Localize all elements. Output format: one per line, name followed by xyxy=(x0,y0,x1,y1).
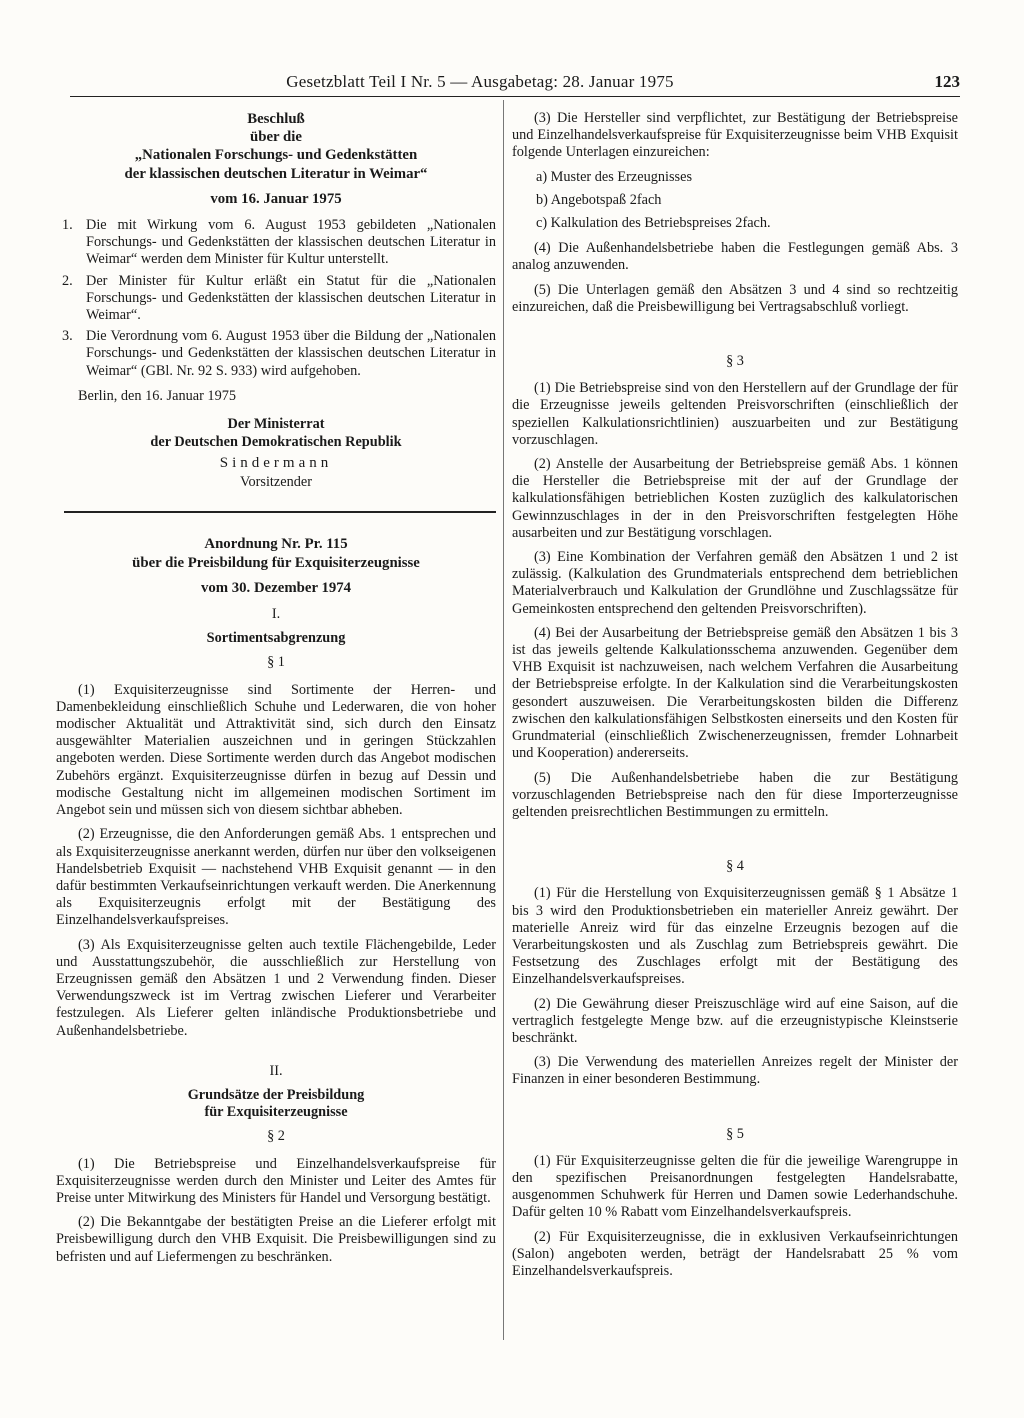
paragraph: (3) Die Verwendung des materiellen Anreizes regelt der Minister der Finanzen in einer besonderen Bestimmung. xyxy=(512,1054,958,1088)
item-number: 2. xyxy=(62,272,73,289)
paragraph: (5) Die Außenhandelsbetriebe haben die zur Bestätigung vorzuschlagenden Betriebspreise nach den für diese Importerzeugnisse geltenden preisrechtlichen Bestimmungen zu ermitteln. xyxy=(512,769,958,820)
paragraph: (4) Bei der Ausarbeitung der Betriebspreise gemäß den Absätzen 1 bis 3 ist das jeweils geltende Kalkulationsschema anzuwenden. Gegenüber dem VHB Exquisit ist nachzuweisen, nach welchem Verfahren die Ausarbeitung der Betriebspreise erfolgte. In der Kalkulation sind die Verarbeitungskosten gesondert auszuweisen. Die Verarbeitungskosten bilden die Differenz zwischen den kalkulationsfähigen Selbstkosten einerseits und den Kosten für Grundmaterial (einschließlich Zwischenerzeugnissen, fremder Lohnarbeit und Kooperation) andererseits. xyxy=(512,624,958,762)
item-text: Die mit Wirkung vom 6. August 1953 gebildeten „Nationalen Forschungs- und Gedenkstätten der klassischen deutschen Literatur in Weimar“ werden dem Minister für Kultur unterstellt. xyxy=(86,217,496,268)
anordnung-date: vom 30. Dezember 1974 xyxy=(200,579,352,596)
item-text: Die Verordnung vom 6. August 1953 über die Bildung der „Nationalen Forschungs- und Gedenkstätten der klassischen deutschen Literatur in Weimar“ (GBl. Nr. 92 S. 933) wird aufgehoben. xyxy=(86,328,496,379)
right-column xyxy=(512,110,958,1287)
paragraph: (2) Anstelle der Ausarbeitung der Betriebspreise gemäß Abs. 1 können die Hersteller die Betriebspreise mit der auf der Grundlage der kalkulationsfähigen betrieblichen Kosten zuzüglich des kalkulatorischen Gewinnzuschlages in der in den Preisvorschriften festgelegten Höhe ausarbeiten und zur Bestätigung vorschlagen. xyxy=(512,456,958,541)
list-item: b) Angebotspaß 2fach xyxy=(536,191,662,208)
gazette-header-title: Gesetzblatt Teil I Nr. 5 — Ausgabetag: 28. Januar 1975 xyxy=(286,72,674,91)
beschluss-title-line: über die xyxy=(250,129,302,146)
paragraph: (1) Die Betriebspreise sind von den Herstellern auf der Grundlage der für die Erzeugnisse jeweils geltenden Preisvorschriften (einschließlich der speziellen Kalkulationsrichtlinien) auszuarbeiten und zur Bestätigung vorzuschlagen. xyxy=(512,380,958,448)
item-number: 3. xyxy=(62,328,73,345)
signatory-name: Sindermann xyxy=(219,455,333,472)
beschluss-title-line: „Nationalen Forschungs- und Gedenkstätten xyxy=(134,147,418,164)
paragraph: (4) Die Außenhandelsbetriebe haben die Festlegungen gemäß Abs. 3 analog anzuwenden. xyxy=(512,240,958,274)
section-heading: § 1 xyxy=(267,654,285,671)
paragraph: (5) Die Unterlagen gemäß den Absätzen 3 und 4 sind so rechtzeitig einzureichen, daß die Preisbewilligung bei Vertragsabschluß vorliegt. xyxy=(512,281,958,315)
paragraph: (2) Die Bekanntgabe der bestätigten Preise an die Lieferer erfolgt mit Preisbewilligung durch den VHB Exquisit. Die Preisbewilligungen sind zu befristen und auf Liefermengen zu beschränken. xyxy=(56,1214,496,1265)
document-list xyxy=(512,169,958,233)
paragraph: (1) Für Exquisiterzeugnisse gelten die für die jeweilige Warengruppe in den spezifischen Preisanordnungen festgelegten Handelsrabatte, ausgenommen Schuhwerk für Herren und Damen sowie Lederhandschuhe. Dafür gelten 10 % Rabatt vom Einzelhandelsverkaufspreis. xyxy=(512,1152,958,1221)
item-text: Der Minister für Kultur erläßt ein Statut für die „Nationalen Forschungs- und Gedenkstätten der klassischen deutschen Literatur in Weimar“. xyxy=(86,272,496,324)
paragraph: (1) Exquisiterzeugnisse sind Sortimente der Herren- und Damenbekleidung einschließlich Schuhe und Lederwaren, die von hoher modischer Aktualität und Attraktivität sind, sich durch den Einsatz ausgewählter Materialien auszeichnen und in geringen Stückzahlen angeboten werden. Diese Sortimente werden durch das Angebot modischen Zubehörs ergänzt. Exquisiterzeugnisse dürfen in bezug auf Dessin und modische Gestaltung nicht im allgemeinen modischen Sortiment im Angebot sein und müssen sich von diesem sichtbar abheben. xyxy=(56,681,496,819)
paragraph: (2) Erzeugnisse, die den Anforderungen gemäß Abs. 1 entsprechen und als Exquisiterzeugnisse anerkannt werden, dürfen nur über den volkseigenen Handelsbetrieb Exquisit — nachstehend VHB Exquisit genannt — in den dafür bestimmten Verkaufseinrichtungen verkauft werden. Die Anerkennung als Exquisiterzeugnis erfolgt mit der Bestätigung des Einzelhandelsverkaufspreises. xyxy=(56,826,496,929)
paragraph: (1) Für die Herstellung von Exquisiterzeugnissen gemäß § 1 Absätze 1 bis 3 wird den Produktionsbetrieben ein materieller Anreiz gewährt. Der materielle Anreiz wird für das einzelne Erzeugnis bezogen auf die Verarbeitungskosten und als Zuschlag zum Betriebspreis gewährt. Die Festsetzung des Zuschlages erfolgt mit der Bestätigung des Einzelhandelsverkaufspreises. xyxy=(512,885,958,988)
paragraph: (2) Für Exquisiterzeugnisse, die in exklusiven Verkaufseinrichtungen (Salon) angeboten werden, beträgt der Handelsrabatt 25 % vom Einzelhandelsverkaufspreis. xyxy=(512,1228,958,1279)
section-heading: § 2 xyxy=(267,1128,285,1145)
paragraph: (3) Als Exquisiterzeugnisse gelten auch textile Flächengebilde, Leder und Ausstattungszubehör, die ausschließlich zur Herstellung von Erzeugnissen gemäß den Absätzen 1 und 2 Verwendung finden. Dieser Verwendungszweck ist im Vertrag zwischen Lieferer und Verarbeiter festzulegen. Als Lieferer gelten inländische Produktionsbetriebe und Außenhandelsbetriebe. xyxy=(56,936,496,1039)
section-heading: § 3 xyxy=(726,353,744,370)
section-heading: § 4 xyxy=(726,858,744,875)
part-number: II. xyxy=(269,1062,283,1079)
left-column xyxy=(56,110,496,1273)
beschluss-title-line: der klassischen deutschen Literatur in Weimar“ xyxy=(124,165,428,182)
list-item: c) Kalkulation des Betriebspreises 2fach. xyxy=(536,215,771,232)
beschluss-items xyxy=(56,217,496,380)
part-title: für Exquisiterzeugnisse xyxy=(204,1104,348,1121)
list-item xyxy=(56,217,496,269)
list-item: a) Muster des Erzeugnisses xyxy=(536,168,693,185)
section-divider xyxy=(64,511,496,513)
part-number: I. xyxy=(271,606,281,623)
paragraph: (2) Die Gewährung dieser Preiszuschläge wird auf eine Saison, auf die vertraglich festgelegte Menge bzw. auf die erzeugnistypische Kleinstserie beschränkt. xyxy=(512,995,958,1046)
paragraph: (3) Die Hersteller sind verpflichtet, zur Bestätigung der Betriebspreise und Einzelhandelsverkaufspreise für Exquisiterzeugnisse beim VHB Exquisit folgende Unterlagen einzureichen: xyxy=(512,110,958,161)
page-number: 123 xyxy=(934,72,960,91)
part-title: Sortimentsabgrenzung xyxy=(206,630,346,647)
anordnung-title: Anordnung Nr. Pr. 115 xyxy=(204,536,348,553)
signatory-organization: Der Ministerrat xyxy=(227,416,325,433)
paragraph: (3) Eine Kombination der Verfahren gemäß den Absätzen 1 und 2 ist zulässig. (Kalkulation des Grundmaterials entsprechend dem betrieblichen Materialverbrauch und Kalkulation der Grundlöhne und Zuschlagssätze für Gemeinkosten entsprechend den geltenden Preisvorschriften). xyxy=(512,549,958,617)
signatory-role: Vorsitzender xyxy=(240,474,312,491)
part-title: Grundsätze der Preisbildung xyxy=(187,1086,365,1103)
signatory-organization: der Deutschen Demokratischen Republik xyxy=(150,434,402,451)
list-item xyxy=(56,328,496,380)
beschluss-section xyxy=(56,110,496,491)
paragraph: (1) Die Betriebspreise und Einzelhandelsverkaufspreise für Exquisiterzeugnisse werden durch den Minister und Leiter des Amtes für Preise unter Mitwirkung des Ministers für Handel und Versorgung bestätigt. xyxy=(56,1155,496,1206)
item-number: 1. xyxy=(62,217,73,234)
section-heading: § 5 xyxy=(726,1125,744,1142)
beschluss-title-line: Beschluß xyxy=(247,111,305,127)
list-item xyxy=(56,273,496,325)
anordnung-subtitle: über die Preisbildung für Exquisiterzeugnisse xyxy=(132,554,420,571)
beschluss-date: vom 16. Januar 1975 xyxy=(210,190,342,207)
column-divider xyxy=(503,100,504,1340)
place-and-date: Berlin, den 16. Januar 1975 xyxy=(78,387,237,404)
page-header xyxy=(70,72,960,97)
anordnung-section xyxy=(56,535,496,1265)
